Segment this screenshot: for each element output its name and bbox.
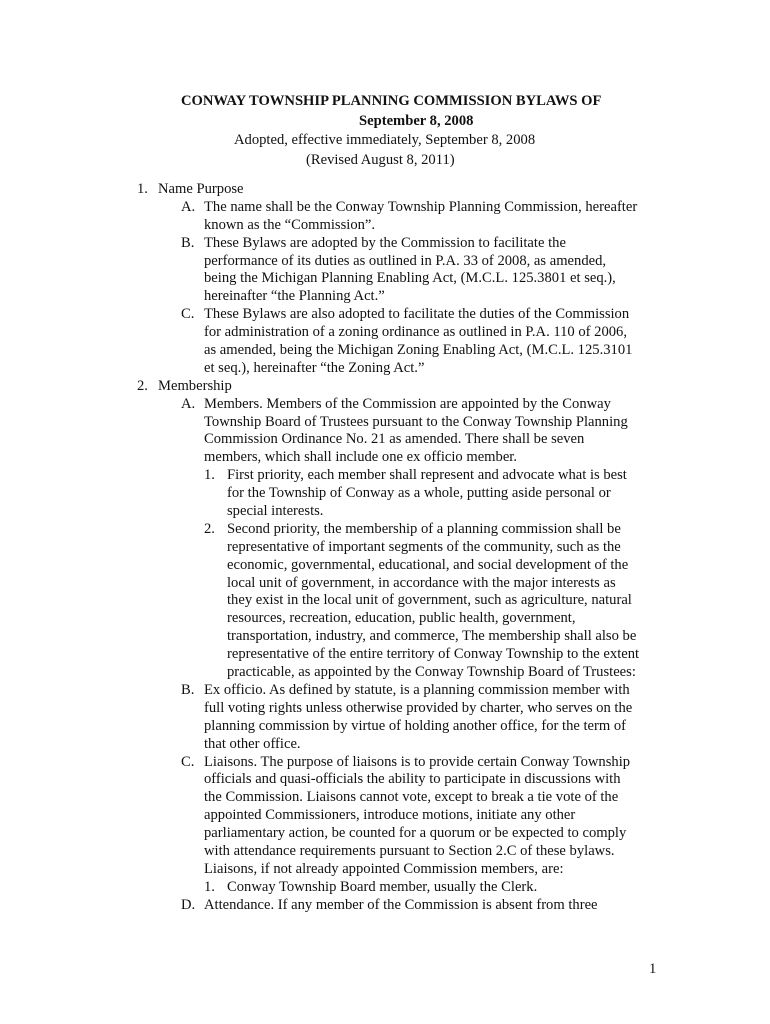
line-text: resources, recreation, education, public health, government, xyxy=(227,610,576,627)
line-text: Township Board of Trustees pursuant to the Conway Township Planning xyxy=(204,413,628,430)
line-text: transportation, industry, and commerce, The membership shall also be xyxy=(227,628,637,645)
paragraph-line xyxy=(0,664,770,682)
paragraph-line xyxy=(0,771,770,789)
paragraph-line xyxy=(0,414,770,432)
paragraph-line xyxy=(0,825,770,843)
document-body xyxy=(0,181,770,915)
section-title: Membership xyxy=(158,377,232,394)
title-line-1: CONWAY TOWNSHIP PLANNING COMMISSION BYLAWS OF xyxy=(181,93,602,109)
line-text: planning commission by virtue of holding another office, for the term of xyxy=(204,717,627,734)
section-title: Name Purpose xyxy=(158,181,244,197)
line-text: performance of its duties as outlined in P.A. 33 of 2008, as amended, xyxy=(204,252,607,269)
item-marker: C. xyxy=(181,753,195,770)
item-marker: B. xyxy=(181,681,195,698)
item-marker: C. xyxy=(181,306,195,323)
paragraph-line xyxy=(0,700,770,718)
line-text: First priority, each member shall represent and advocate what is best xyxy=(227,467,627,484)
revised-line: (Revised August 8, 2011) xyxy=(306,151,455,168)
document-header xyxy=(0,92,770,170)
paragraph-line xyxy=(0,557,770,575)
line-text: members, which shall include one ex officio member. xyxy=(204,449,518,466)
line-text: economic, governmental, educational, and social development of the xyxy=(227,556,629,573)
line-text: These Bylaws are also adopted to facilitate the duties of the Commission xyxy=(204,306,630,323)
line-text: Liaisons, if not already appointed Commission members, are: xyxy=(204,860,564,877)
line-text: The name shall be the Conway Township Planning Commission, hereafter xyxy=(204,198,638,215)
line-text: as amended, being the Michigan Zoning Enabling Act, (M.C.L. 125.3101 xyxy=(204,342,633,359)
subitem-marker: 2. xyxy=(204,520,215,537)
paragraph-line xyxy=(0,879,770,897)
paragraph-line xyxy=(0,789,770,807)
line-text: Conway Township Board member, usually the Clerk. xyxy=(227,878,538,895)
line-text: Attendance. If any member of the Commission is absent from three xyxy=(204,896,598,913)
item-marker: A. xyxy=(181,198,196,215)
line-text: for the Township of Conway as a whole, putting aside personal or xyxy=(227,485,611,502)
subitem-marker: 1. xyxy=(204,467,215,484)
item-marker: A. xyxy=(181,395,196,412)
paragraph-line xyxy=(0,682,770,700)
item-marker: B. xyxy=(181,234,195,251)
adopted-line: Adopted, effective immediately, September 8, 2008 xyxy=(234,132,536,148)
line-text: known as the “Commission”. xyxy=(204,216,376,233)
subitem-marker: 1. xyxy=(204,878,215,895)
section-marker: 2. xyxy=(137,377,148,394)
line-text: officials and quasi-officials the ability to participate in discussions with xyxy=(204,771,621,788)
paragraph-line xyxy=(0,342,770,360)
paragraph-line xyxy=(0,431,770,449)
section-marker: 1. xyxy=(137,181,148,197)
page-number: 1 xyxy=(649,961,657,977)
line-text: Ex officio. As defined by statute, is a planning commission member with xyxy=(204,681,630,698)
paragraph-line xyxy=(0,199,770,217)
line-text: Members. Members of the Commission are appointed by the Conway xyxy=(204,395,611,412)
paragraph-line xyxy=(0,503,770,521)
paragraph-line xyxy=(0,253,770,271)
paragraph-line xyxy=(0,467,770,485)
line-text: hereinafter “the Planning Act.” xyxy=(204,288,385,305)
line-text: with attendance requirements pursuant to Section 2.C of these bylaws. xyxy=(204,842,615,859)
line-text: representative of important segments of the community, such as the xyxy=(227,538,621,555)
paragraph-line xyxy=(0,807,770,825)
paragraph-line xyxy=(0,360,770,378)
line-text: Commission Ordinance No. 21 as amended. There shall be seven xyxy=(204,431,585,448)
line-text: the Commission. Liaisons cannot vote, except to break a tie vote of the xyxy=(204,789,619,806)
paragraph-line xyxy=(0,754,770,772)
paragraph-line xyxy=(0,592,770,610)
line-text: full voting rights unless otherwise provided by charter, who serves on the xyxy=(204,699,633,716)
paragraph-line xyxy=(0,575,770,593)
line-text: Second priority, the membership of a planning commission shall be xyxy=(227,520,621,537)
paragraph-line xyxy=(0,843,770,861)
paragraph-line xyxy=(0,718,770,736)
line-text: that other office. xyxy=(204,735,301,752)
title-line-2: September 8, 2008 xyxy=(359,112,474,129)
paragraph-line xyxy=(0,270,770,288)
paragraph-line xyxy=(0,396,770,414)
section-heading xyxy=(0,181,770,199)
paragraph-line xyxy=(0,324,770,342)
paragraph-line xyxy=(0,539,770,557)
item-marker: D. xyxy=(181,896,196,913)
paragraph-line xyxy=(0,610,770,628)
line-text: being the Michigan Planning Enabling Act, (M.C.L. 125.3801 et seq.), xyxy=(204,270,616,287)
paragraph-line xyxy=(0,861,770,879)
paragraph-line xyxy=(0,288,770,306)
line-text: representative of the entire territory of Conway Township to the extent xyxy=(227,646,640,663)
line-text: local unit of government, in accordance with the major interests as xyxy=(227,574,616,591)
paragraph-line xyxy=(0,235,770,253)
line-text: for administration of a zoning ordinance as outlined in P.A. 110 of 2006, xyxy=(204,324,628,341)
line-text: These Bylaws are adopted by the Commission to facilitate the xyxy=(204,234,566,251)
paragraph-line xyxy=(0,628,770,646)
paragraph-line xyxy=(0,646,770,664)
paragraph-line xyxy=(0,306,770,324)
line-text: special interests. xyxy=(227,503,324,520)
paragraph-line xyxy=(0,449,770,467)
line-text: practicable, as appointed by the Conway Township Board of Trustees: xyxy=(227,664,636,681)
paragraph-line xyxy=(0,897,770,915)
paragraph-line xyxy=(0,521,770,539)
paragraph-line xyxy=(0,485,770,503)
line-text: parliamentary action, be counted for a quorum or be expected to comply xyxy=(204,825,627,842)
paragraph-line xyxy=(0,736,770,754)
line-text: Liaisons. The purpose of liaisons is to provide certain Conway Township xyxy=(204,753,631,770)
paragraph-line xyxy=(0,217,770,235)
line-text: they exist in the local unit of government, such as agriculture, natural xyxy=(227,592,632,609)
line-text: et seq.), hereinafter “the Zoning Act.” xyxy=(204,359,425,376)
line-text: appointed Commissioners, introduce motions, initiate any other xyxy=(204,807,576,824)
section-heading xyxy=(0,378,770,396)
